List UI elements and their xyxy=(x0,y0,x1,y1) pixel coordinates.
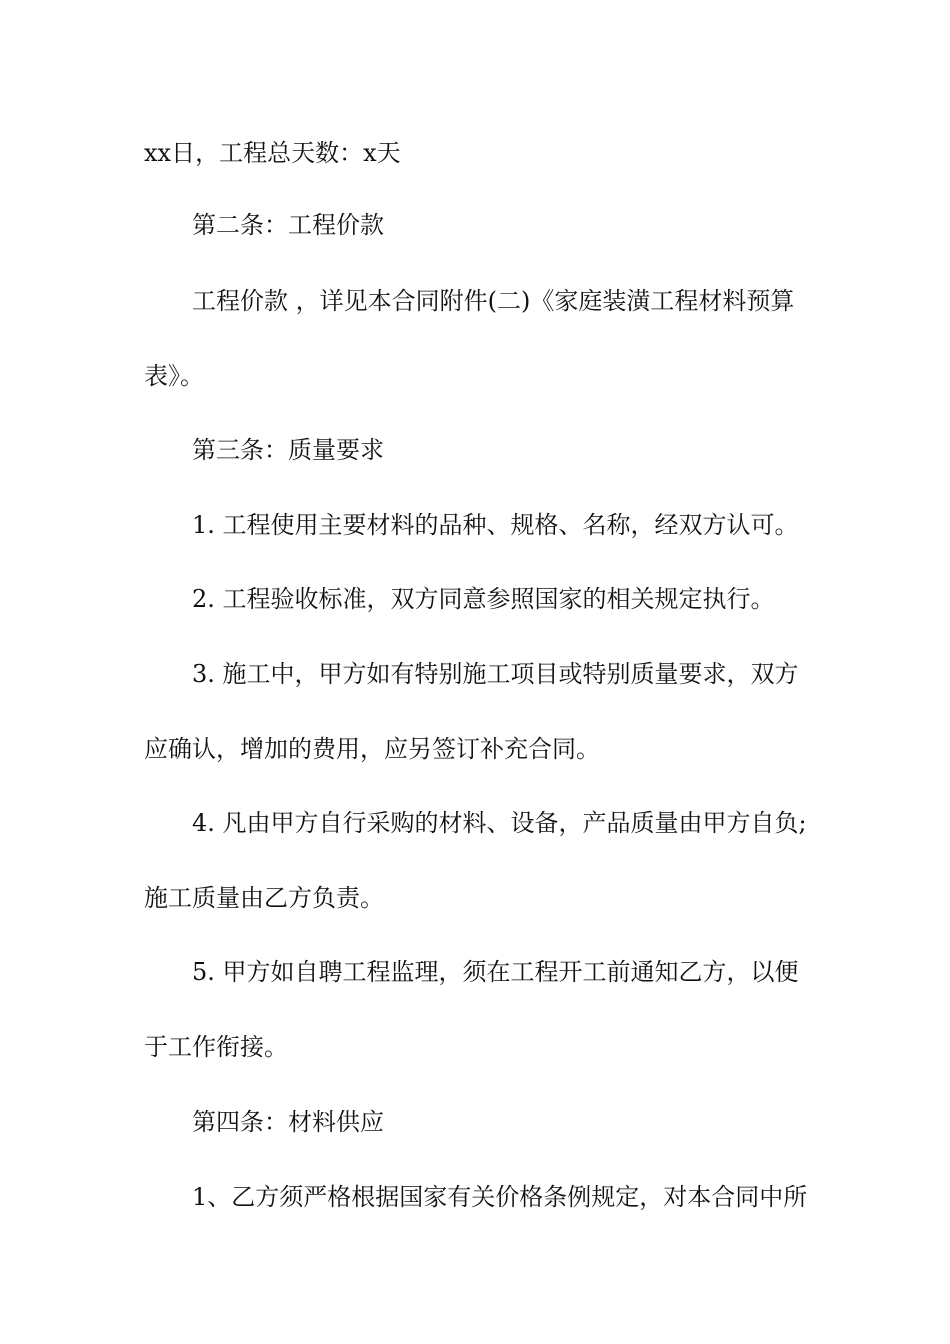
text-line-date-duration: xx日，工程总天数：x天 xyxy=(144,139,401,167)
quality-item-4-line-2: 施工质量由乙方负责。 xyxy=(144,884,384,912)
quality-item-1: 1. 工程使用主要材料的品种、规格、名称，经双方认可。 xyxy=(192,511,799,539)
heading-article-3: 第三条：质量要求 xyxy=(192,436,384,464)
quality-item-5-line-1: 5. 甲方如自聘工程监理，须在工程开工前通知乙方，以便 xyxy=(192,958,799,986)
quality-item-3-line-2: 应确认，增加的费用，应另签订补充合同。 xyxy=(144,735,600,763)
paragraph-price-line-2: 表》。 xyxy=(144,362,204,390)
quality-item-4-line-1: 4. 凡由甲方自行采购的材料、设备，产品质量由甲方自负; xyxy=(192,809,807,837)
material-item-1-line-1: 1、乙方须严格根据国家有关价格条例规定，对本合同中所 xyxy=(192,1183,808,1211)
heading-article-4: 第四条：材料供应 xyxy=(192,1108,384,1136)
quality-item-3-line-1: 3. 施工中，甲方如有特别施工项目或特别质量要求，双方 xyxy=(192,660,799,688)
quality-item-2: 2. 工程验收标准，双方同意参照国家的相关规定执行。 xyxy=(192,585,775,613)
quality-item-5-line-2: 于工作衔接。 xyxy=(144,1033,288,1061)
paragraph-price-line-1: 工程价款 ，详见本合同附件(二)《家庭装潢工程材料预算 xyxy=(192,287,795,315)
heading-article-2: 第二条：工程价款 xyxy=(192,211,384,239)
